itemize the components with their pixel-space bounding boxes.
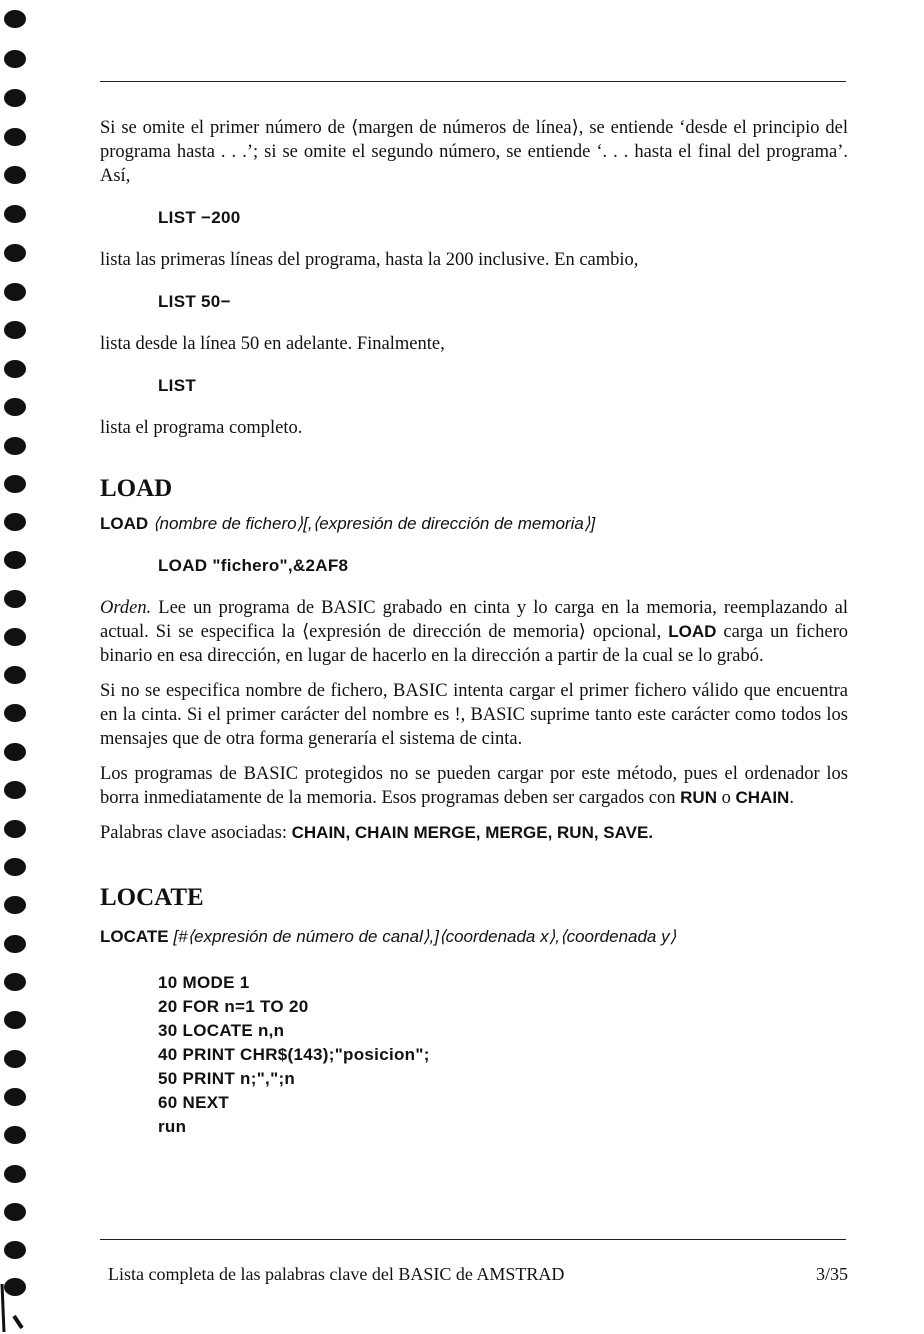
binder-hole xyxy=(4,781,26,799)
binder-hole xyxy=(4,666,26,684)
binder-hole xyxy=(4,89,26,107)
binder-hole xyxy=(4,321,26,339)
code-listing-line: 20 FOR n=1 TO 20 xyxy=(158,997,309,1016)
page-corner-mark xyxy=(0,1282,30,1334)
code-listing-line: 60 NEXT xyxy=(158,1093,230,1112)
code-example: LIST xyxy=(158,376,197,395)
page-content xyxy=(100,116,848,1139)
binder-hole xyxy=(4,1011,26,1029)
paragraph-text: Lee un programa de BASIC grabado en cinta y lo carga en la memoria, reemplazando al actual. Si se especifica la ⟨expresión de dirección de memoria⟩ opcional, xyxy=(100,598,848,642)
code-example: LIST −200 xyxy=(158,208,241,227)
code-listing xyxy=(158,971,848,1139)
related-keyword-list: CHAIN, CHAIN MERGE, MERGE, RUN, SAVE. xyxy=(291,823,654,842)
binder-hole xyxy=(4,1165,26,1183)
section-heading-load: LOAD xyxy=(100,475,173,502)
code-listing-line: 30 LOCATE n,n xyxy=(158,1021,285,1040)
binder-hole xyxy=(4,1088,26,1106)
footer-title: Lista completa de las palabras clave del BASIC de AMSTRAD xyxy=(108,1264,565,1284)
page-number: 3/35 xyxy=(815,1264,848,1284)
binder-hole xyxy=(4,743,26,761)
inline-keyword: RUN xyxy=(680,788,717,807)
code-listing-line: run xyxy=(158,1117,187,1136)
binder-hole xyxy=(4,973,26,991)
related-label: Palabras clave asociadas: xyxy=(100,823,292,843)
binder-hole xyxy=(4,551,26,569)
paragraph-text: Los programas de BASIC protegidos no se pueden cargar por este método, pues el ordenador los borra inmediatamente de la memoria. Esos programas deben ser cargados con xyxy=(100,764,848,808)
binder-hole xyxy=(4,10,26,28)
binder-hole xyxy=(4,360,26,378)
syntax-keyword: LOAD xyxy=(100,514,149,533)
binder-hole xyxy=(4,437,26,455)
body-text: lista las primeras líneas del programa, hasta la 200 inclusive. En cambio, xyxy=(100,250,639,270)
inline-keyword: CHAIN xyxy=(735,788,790,807)
code-example: LOAD "fichero",&2AF8 xyxy=(158,556,349,575)
body-paragraph xyxy=(100,596,848,668)
syntax-arguments: [#⟨expresión de número de canal⟩,]⟨coordenada x⟩,⟨coordenada y⟩ xyxy=(173,927,677,946)
binder-hole xyxy=(4,896,26,914)
binder-hole xyxy=(4,1203,26,1221)
binder-hole xyxy=(4,1050,26,1068)
binder-hole xyxy=(4,1126,26,1144)
header-rule xyxy=(100,81,846,82)
paragraph-text: carga un fichero binario en esa dirección, en lugar de hacerlo en la dirección a partir de la cual se lo grabó. xyxy=(100,622,849,666)
binder-hole xyxy=(4,205,26,223)
paragraph-label: Orden. xyxy=(100,598,152,618)
binder-hole xyxy=(4,166,26,184)
syntax-arguments: ⟨nombre de fichero⟩[,⟨expresión de dirección de memoria⟩] xyxy=(152,514,596,533)
binder-hole xyxy=(4,398,26,416)
code-listing-line: 50 PRINT n;",";n xyxy=(158,1069,296,1088)
binder-hole xyxy=(4,50,26,68)
section-heading-locate: LOCATE xyxy=(100,884,204,911)
syntax-line xyxy=(100,925,848,949)
inline-keyword: LOAD xyxy=(668,622,717,641)
paragraph-text: o xyxy=(716,788,736,808)
page-footer xyxy=(108,1264,848,1285)
binder-hole xyxy=(4,283,26,301)
body-paragraph: Si no se especifica nombre de fichero, BASIC intenta cargar el primer fichero válido que encuentra en la cinta. Si el primer carácter del nombre es !, BASIC suprime tanto este carácter como todos los mensajes que de otra forma generaría el sistema de cinta. xyxy=(100,681,848,749)
binder-hole xyxy=(4,475,26,493)
binder-hole xyxy=(4,513,26,531)
related-keywords xyxy=(100,821,848,845)
paragraph-text: . xyxy=(789,788,794,808)
syntax-line xyxy=(100,512,848,536)
binder-hole xyxy=(4,935,26,953)
binder-hole xyxy=(4,820,26,838)
binder-holes xyxy=(0,0,40,1334)
syntax-keyword: LOCATE xyxy=(100,927,169,946)
body-paragraph xyxy=(100,762,848,810)
body-text: lista desde la línea 50 en adelante. Finalmente, xyxy=(100,334,445,354)
intro-paragraph: Si se omite el primer número de ⟨margen de números de línea⟩, se entiende ‘desde el principio del programa hasta . . .’; si se omite el segundo número, se entiende ‘. . . hasta el final del programa’. Así, xyxy=(100,118,848,186)
binder-hole xyxy=(4,704,26,722)
code-listing-line: 40 PRINT CHR$(143);"posicion"; xyxy=(158,1045,430,1064)
footer-rule xyxy=(100,1239,846,1240)
binder-hole xyxy=(4,590,26,608)
binder-hole xyxy=(4,1241,26,1259)
binder-hole xyxy=(4,128,26,146)
binder-hole xyxy=(4,244,26,262)
code-example: LIST 50− xyxy=(158,292,231,311)
binder-hole xyxy=(4,858,26,876)
binder-hole xyxy=(4,628,26,646)
body-text: lista el programa completo. xyxy=(100,418,303,438)
code-listing-line: 10 MODE 1 xyxy=(158,973,250,992)
